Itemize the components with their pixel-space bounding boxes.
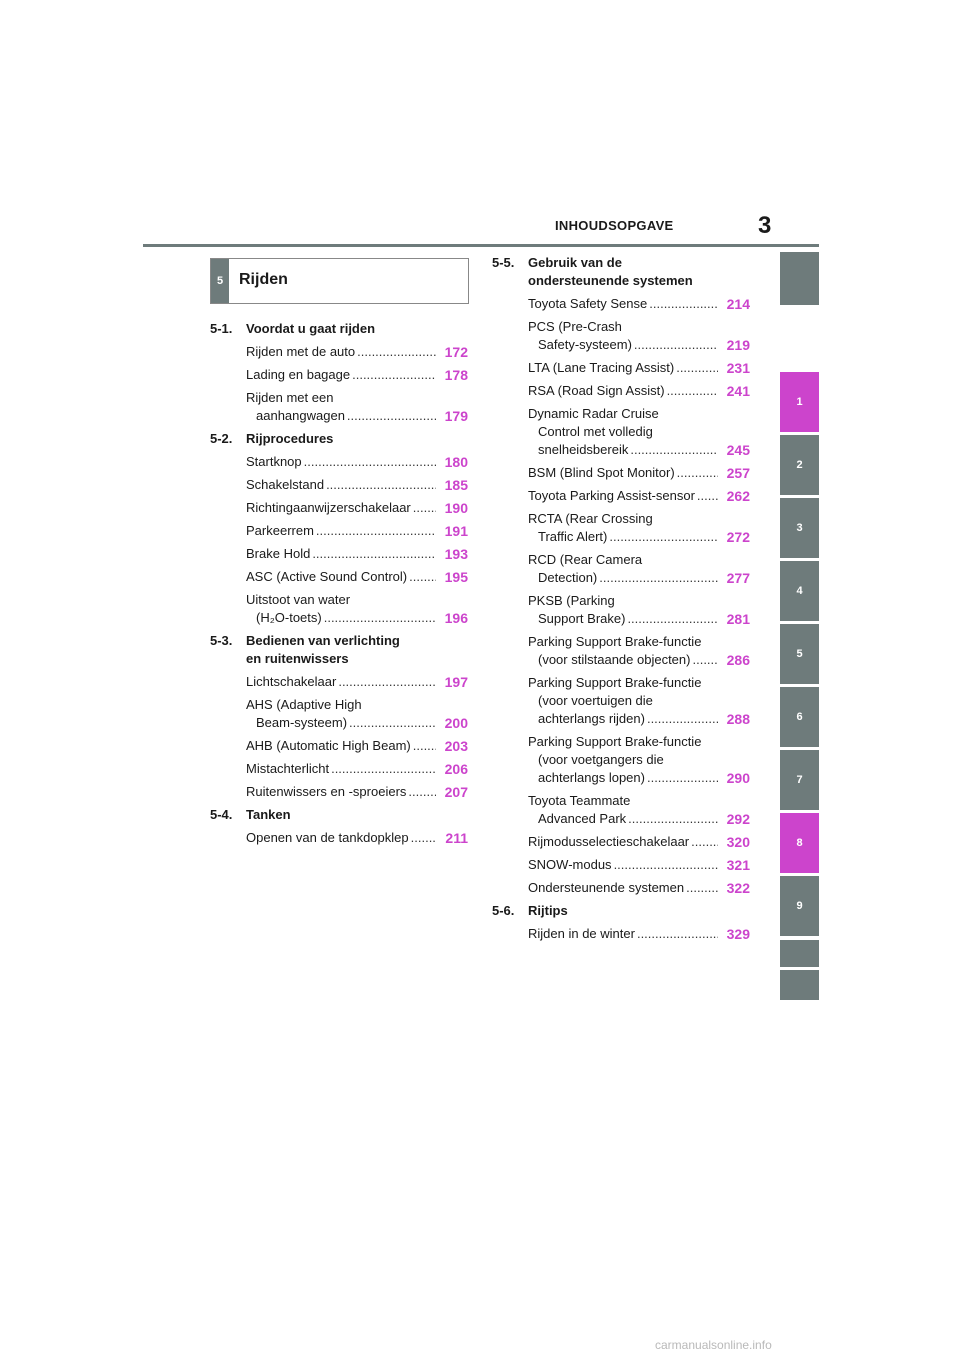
toc-page-link[interactable]: 190 xyxy=(444,500,468,516)
toc-entry-text: Beam-systeem) xyxy=(256,715,348,730)
toc-entry-text: Advanced Park xyxy=(538,811,627,826)
toc-group-title: ondersteunende systemen xyxy=(528,273,693,288)
dot-leader xyxy=(634,336,718,354)
toc-page-link[interactable]: 322 xyxy=(726,880,750,896)
chapter-tab-label: 3 xyxy=(796,522,803,534)
chapter-tab-label: 4 xyxy=(796,585,803,597)
dot-leader xyxy=(357,343,436,361)
toc-page-link[interactable]: 197 xyxy=(444,674,468,690)
toc-entry[interactable] xyxy=(246,591,468,627)
toc-page-link[interactable]: 172 xyxy=(444,344,468,360)
toc-entry[interactable] xyxy=(246,499,468,517)
toc-entry-text: Parking Support Brake-functie xyxy=(528,675,702,690)
dot-leader xyxy=(647,769,718,787)
toc-page-link[interactable]: 195 xyxy=(444,569,468,585)
toc-entry-text: Traffic Alert) xyxy=(538,529,608,544)
dot-leader xyxy=(347,407,436,425)
toc-page-link[interactable]: 241 xyxy=(726,383,750,399)
toc-group-number: 5-6. xyxy=(492,903,515,918)
toc-entry-text: (voor voertuigen die xyxy=(538,693,653,708)
toc-entry-text: Ruitenwissers en -sproeiers xyxy=(246,784,407,799)
toc-entry-text: (voor voetgangers die xyxy=(538,752,664,767)
toc-group-number: 5-4. xyxy=(210,807,233,822)
toc-page-link[interactable]: 245 xyxy=(726,442,750,458)
toc-page-link[interactable]: 206 xyxy=(444,761,468,777)
chapter-tab-7[interactable] xyxy=(780,750,819,810)
toc-group-title: Tanken xyxy=(246,807,291,822)
dot-leader xyxy=(649,295,718,313)
dot-leader xyxy=(411,829,436,847)
toc-entry-text: Rijden met de auto xyxy=(246,344,356,359)
toc-entry[interactable] xyxy=(528,318,750,354)
dot-leader xyxy=(630,441,718,459)
toc-group-heading xyxy=(492,254,750,290)
toc-page-link[interactable]: 329 xyxy=(726,926,750,942)
toc-group-number: 5-1. xyxy=(210,321,233,336)
chapter-tab-6[interactable] xyxy=(780,687,819,747)
dot-leader xyxy=(349,714,436,732)
toc-page-link[interactable]: 193 xyxy=(444,546,468,562)
toc-page-link[interactable]: 211 xyxy=(445,830,468,846)
chapter-tab-8[interactable] xyxy=(780,813,819,873)
toc-page-link[interactable]: 180 xyxy=(444,454,468,470)
toc-entry[interactable] xyxy=(528,487,750,505)
toc-entry-text: PCS (Pre-Crash xyxy=(528,319,622,334)
toc-group-title: Voordat u gaat rijden xyxy=(246,321,376,336)
page-number: 3 xyxy=(758,212,772,239)
header-divider xyxy=(143,244,819,247)
dot-leader xyxy=(338,673,436,691)
toc-entry[interactable] xyxy=(246,476,468,494)
toc-page-link[interactable]: 214 xyxy=(726,296,750,312)
toc-entry-text: RCD (Rear Camera xyxy=(528,552,643,567)
toc-group-title: Bedienen van verlichting xyxy=(246,633,400,648)
toc-group-heading xyxy=(210,632,468,668)
toc-page-link[interactable]: 281 xyxy=(726,611,750,627)
chapter-tab-blank[interactable] xyxy=(780,940,819,967)
chapter-tab-label: 1 xyxy=(796,396,803,408)
toc-entry-text: Detection) xyxy=(538,570,598,585)
toc-entry-text: aanhangwagen xyxy=(256,408,345,423)
toc-group xyxy=(210,806,468,847)
toc-group-title: Rijprocedures xyxy=(246,431,334,446)
chapter-tab-9[interactable] xyxy=(780,876,819,936)
toc-entry[interactable] xyxy=(246,545,468,563)
toc-entry-text: Lading en bagage xyxy=(246,367,351,382)
toc-group-title: Gebruik van de xyxy=(528,255,622,270)
toc-page-link[interactable]: 203 xyxy=(444,738,468,754)
toc-page-link[interactable]: 292 xyxy=(726,811,750,827)
toc-page-link[interactable]: 257 xyxy=(726,465,750,481)
toc-entry-text: Richtingaanwijzerschakelaar xyxy=(246,500,411,515)
toc-page-link[interactable]: 191 xyxy=(444,523,468,539)
toc-group-number: 5-5. xyxy=(492,255,515,270)
toc-entry-text: Support Brake) xyxy=(538,611,626,626)
toc-entry-text: Rijmodusselectieschakelaar xyxy=(528,834,690,849)
dot-leader xyxy=(637,925,718,943)
header-title: INHOUDSOPGAVE xyxy=(555,218,674,233)
toc-entry-text: (voor stilstaande objecten) xyxy=(538,652,691,667)
toc-group xyxy=(492,254,750,897)
dot-leader xyxy=(647,710,718,728)
toc-entry[interactable] xyxy=(246,783,468,801)
toc-page-link[interactable]: 207 xyxy=(444,784,468,800)
toc-group-heading xyxy=(210,806,468,824)
toc-page-link[interactable]: 196 xyxy=(444,610,468,626)
dot-leader xyxy=(312,545,436,563)
dot-leader xyxy=(614,856,718,874)
toc-group-title: Rijtips xyxy=(528,903,568,918)
toc-entry[interactable] xyxy=(246,737,468,755)
toc-entry[interactable] xyxy=(246,568,468,586)
toc-entry[interactable] xyxy=(246,522,468,540)
toc-page-link[interactable]: 178 xyxy=(444,367,468,383)
toc-entry-text: Rijden met een xyxy=(246,390,334,405)
toc-page-link[interactable]: 290 xyxy=(726,770,750,786)
toc-entry-text: achterlangs rijden) xyxy=(538,711,645,726)
toc-entry[interactable] xyxy=(528,925,750,943)
dot-leader xyxy=(676,359,718,377)
toc-entry-text: Rijden in de winter xyxy=(528,926,635,941)
chapter-tab-5[interactable] xyxy=(780,624,819,684)
toc-entry[interactable] xyxy=(246,760,468,778)
toc-group-number: 5-2. xyxy=(210,431,233,446)
toc-entry[interactable] xyxy=(528,674,750,728)
section-title: Rijden xyxy=(239,271,288,288)
toc-entry-text: RCTA (Rear Crossing xyxy=(528,511,653,526)
dot-leader xyxy=(413,499,436,517)
toc-entry[interactable] xyxy=(528,792,750,828)
toc-group-heading xyxy=(210,320,468,338)
toc-entry[interactable] xyxy=(528,405,750,459)
chapter-tab-label: 8 xyxy=(796,837,803,849)
toc-entry-text: Parking Support Brake-functie xyxy=(528,734,702,749)
toc-entry-text: achterlangs lopen) xyxy=(538,770,645,785)
chapter-tab-label: 7 xyxy=(796,774,803,786)
toc-entry[interactable] xyxy=(528,382,750,400)
toc-entry-text: Safety-systeem) xyxy=(538,337,632,352)
toc-entry[interactable] xyxy=(246,696,468,732)
toc-entry[interactable] xyxy=(246,343,468,361)
toc-group-heading xyxy=(492,902,750,920)
dot-leader xyxy=(627,610,718,628)
toc-entry-text: (H₂O-toets) xyxy=(256,610,322,625)
watermark: carmanualsonline.info xyxy=(655,1338,772,1352)
toc-entry-text: Toyota Parking Assist-sensor xyxy=(528,488,695,503)
toc-entry-text: Schakelstand xyxy=(246,477,325,492)
chapter-tab-4[interactable] xyxy=(780,561,819,621)
toc-page-link[interactable]: 277 xyxy=(726,570,750,586)
chapter-tab-label: 9 xyxy=(796,900,803,912)
chapter-tab-blank[interactable] xyxy=(780,970,819,1000)
dot-leader xyxy=(413,737,436,755)
toc-entry-text: RSA (Road Sign Assist) xyxy=(528,383,665,398)
toc-page-link[interactable]: 262 xyxy=(726,488,750,504)
toc-entry[interactable] xyxy=(246,389,468,425)
dot-leader xyxy=(692,651,718,669)
toc-entry-text: Control met volledig xyxy=(538,424,653,439)
chapter-tab-1[interactable] xyxy=(780,372,819,432)
toc-entry[interactable] xyxy=(528,551,750,587)
chapter-tab-label: 2 xyxy=(796,459,803,471)
toc-page-link[interactable]: 185 xyxy=(444,477,468,493)
chapter-tab-2[interactable] xyxy=(780,435,819,495)
toc-page-link[interactable]: 231 xyxy=(726,360,750,376)
toc-column-left xyxy=(210,320,468,852)
toc-entry[interactable] xyxy=(528,633,750,669)
section-heading-box xyxy=(210,258,469,304)
dot-leader xyxy=(409,568,436,586)
toc-entry-text: Toyota Teammate xyxy=(528,793,631,808)
toc-entry[interactable] xyxy=(246,829,468,847)
toc-entry-text: Startknop xyxy=(246,454,302,469)
toc-entry-text: PKSB (Parking xyxy=(528,593,615,608)
toc-entry-text: Openen van de tankdopklep xyxy=(246,830,409,845)
chapter-tab-label: 5 xyxy=(796,648,803,660)
toc-page-link[interactable]: 179 xyxy=(444,408,468,424)
toc-entry-text: Ondersteunende systemen xyxy=(528,880,685,895)
toc-group xyxy=(492,902,750,943)
toc-page-link[interactable]: 320 xyxy=(726,834,750,850)
toc-entry[interactable] xyxy=(246,366,468,384)
toc-group xyxy=(210,430,468,627)
dot-leader xyxy=(667,382,718,400)
toc-entry-text: Toyota Safety Sense xyxy=(528,296,648,311)
dot-leader xyxy=(331,760,436,778)
toc-entry-text: SNOW-modus xyxy=(528,857,612,872)
dot-leader xyxy=(691,833,718,851)
toc-entry-text: Dynamic Radar Cruise xyxy=(528,406,659,421)
dot-leader xyxy=(352,366,436,384)
toc-group xyxy=(210,632,468,801)
toc-page-link[interactable]: 200 xyxy=(444,715,468,731)
toc-entry-text: snelheidsbereik xyxy=(538,442,629,457)
dot-leader xyxy=(408,783,436,801)
dot-leader xyxy=(686,879,718,897)
dot-leader xyxy=(609,528,718,546)
toc-entry[interactable] xyxy=(528,464,750,482)
section-number: 5 xyxy=(211,259,229,303)
toc-page-link[interactable]: 286 xyxy=(726,652,750,668)
toc-entry-text: Parkeerrem xyxy=(246,523,314,538)
toc-page-link[interactable]: 219 xyxy=(726,337,750,353)
toc-entry-text: AHB (Automatic High Beam) xyxy=(246,738,411,753)
toc-entry-text: LTA (Lane Tracing Assist) xyxy=(528,360,675,375)
toc-page-link[interactable]: 321 xyxy=(726,857,750,873)
toc-entry-text: Brake Hold xyxy=(246,546,311,561)
toc-group-title: en ruitenwissers xyxy=(246,651,349,666)
toc-entry[interactable] xyxy=(528,295,750,313)
toc-page-link[interactable]: 288 xyxy=(726,711,750,727)
toc-entry[interactable] xyxy=(528,879,750,897)
toc-entry[interactable] xyxy=(246,673,468,691)
toc-entry[interactable] xyxy=(528,359,750,377)
toc-entry[interactable] xyxy=(528,833,750,851)
toc-group-number: 5-3. xyxy=(210,633,233,648)
dot-leader xyxy=(628,810,718,828)
chapter-tab-label: 6 xyxy=(796,711,803,723)
toc-entry-text: Mistachterlicht xyxy=(246,761,330,776)
dot-leader xyxy=(697,487,718,505)
toc-entry-text: Uitstoot van water xyxy=(246,592,351,607)
toc-entry[interactable] xyxy=(528,592,750,628)
toc-entry[interactable] xyxy=(246,453,468,471)
toc-entry-text: Parking Support Brake-functie xyxy=(528,634,702,649)
toc-entry-text: AHS (Adaptive High xyxy=(246,697,362,712)
toc-entry-text: Lichtschakelaar xyxy=(246,674,337,689)
dot-leader xyxy=(599,569,718,587)
toc-group xyxy=(210,320,468,425)
toc-page-link[interactable]: 272 xyxy=(726,529,750,545)
dot-leader xyxy=(677,464,718,482)
toc-entry[interactable] xyxy=(528,733,750,787)
toc-group-heading xyxy=(210,430,468,448)
dot-leader xyxy=(316,522,436,540)
chapter-tab-blank[interactable] xyxy=(780,252,819,305)
toc-entry-text: ASC (Active Sound Control) xyxy=(246,569,408,584)
toc-entry[interactable] xyxy=(528,856,750,874)
dot-leader xyxy=(326,476,436,494)
toc-entry-text: BSM (Blind Spot Monitor) xyxy=(528,465,675,480)
dot-leader xyxy=(324,609,436,627)
toc-column-right xyxy=(492,254,750,948)
toc-entry[interactable] xyxy=(528,510,750,546)
dot-leader xyxy=(304,453,436,471)
chapter-tab-3[interactable] xyxy=(780,498,819,558)
